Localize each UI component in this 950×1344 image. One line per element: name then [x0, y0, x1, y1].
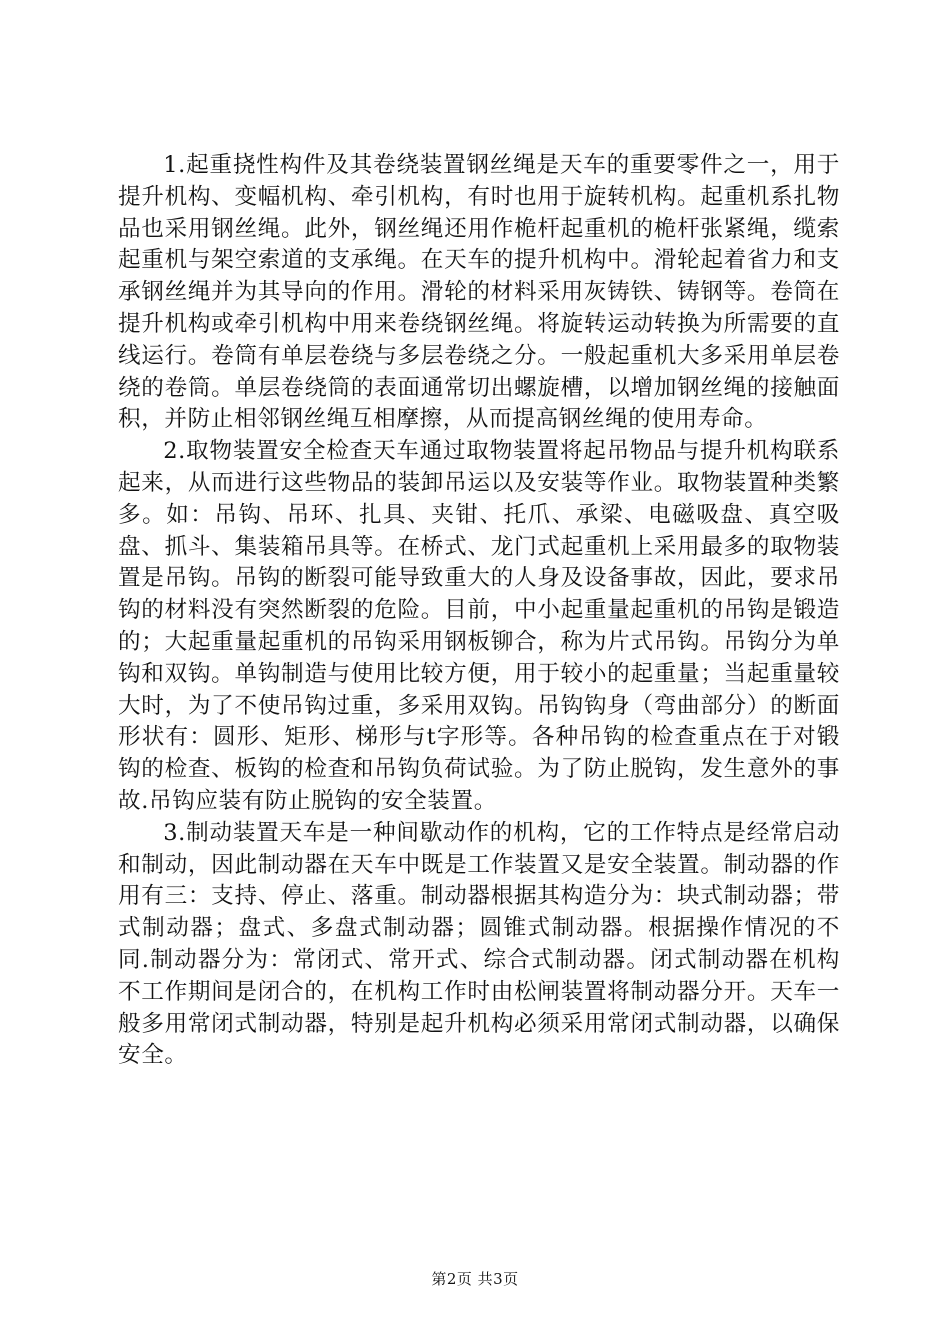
document-body	[118, 150, 840, 1072]
paragraph-brake-device: 3.制动装置天车是一种间歇动作的机构，它的工作特点是经常启动和制动，因此制动器在天车中既是工作装置又是安全装置。制动器的作用有三：支持、停止、落重。制动器根据其构造分为：块式制动器；带式制动器；盘式、多盘式制动器；圆锥式制动器。根据操作情况的不同.制动器分为：常闭式、常开式、综合式制动器。闭式制动器在机构不工作期间是闭合的，在机构工作时由松闸装置将制动器分开。天车一般多用常闭式制动器，特别是起升机构必须采用常闭式制动器，以确保安全。	[118, 819, 840, 1069]
paragraph-lifting-device: 2.取物装置安全检查天车通过取物装置将起吊物品与提升机构联系起来，从而进行这些物品的装卸吊运以及安装等作业。取物装置种类繁多。如：吊钩、吊环、扎具、夹钳、托爪、承梁、电磁吸盘、真空吸盘、抓斗、集装箱吊具等。在桥式、龙门式起重机上采用最多的取物装置是吊钩。吊钩的断裂可能导致重大的人身及设备事故，因此，要求吊钩的材料没有突然断裂的危险。目前，中小起重量起重机的吊钩是锻造的；大起重量起重机的吊钩采用钢板铆合，称为片式吊钩。吊钩分为单钩和双钩。单钩制造与使用比较方便，用于较小的起重量；当起重量较大时，为了不使吊钩过重，多采用双钩。吊钩钩身（弯曲部分）的断面形状有：圆形、矩形、梯形与t字形等。各种吊钩的检查重点在于对锻钩的检查、板钩的检查和吊钩负荷试验。为了防止脱钩，发生意外的事故.吊钩应装有防止脱钩的安全装置。	[118, 438, 840, 814]
paragraph-hoisting-rope: 1.起重挠性构件及其卷绕装置钢丝绳是天车的重要零件之一，用于提升机构、变幅机构、牵引机构，有时也用于旋转机构。起重机系扎物品也采用钢丝绳。此外，钢丝绳还用作桅杆起重机的桅杆张紧绳，缆索起重机与架空索道的支承绳。在天车的提升机构中。滑轮起着省力和支承钢丝绳并为其导向的作用。滑轮的材料采用灰铸铁、铸钢等。卷筒在提升机构或牵引机构中用来卷绕钢丝绳。将旋转运动转换为所需要的直线运行。卷筒有单层卷绕与多层卷绕之分。一般起重机大多采用单层卷绕的卷筒。单层卷绕筒的表面通常切出螺旋槽，以增加钢丝绳的接触面积，并防止相邻钢丝绳互相摩擦，从而提高钢丝绳的使用寿命。	[118, 152, 840, 433]
page-footer: 第2页 共3页	[431, 1270, 519, 1288]
